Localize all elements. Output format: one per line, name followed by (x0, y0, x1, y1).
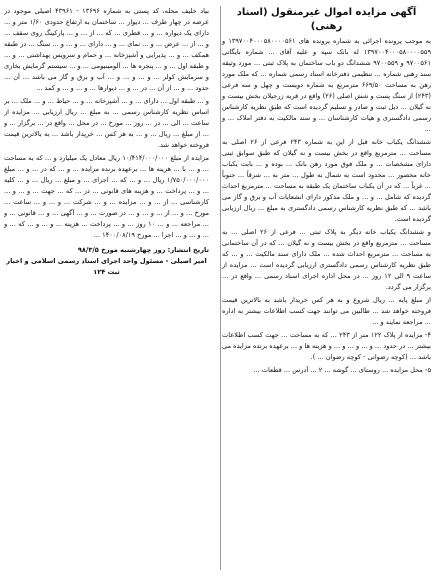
paragraph: و ششدانگ یکباب خانه دیگر به پلاک ثبتی ... فرعی از ۲۶ اصلی ... به مساحت ... مترمربع واقع در بخش بیست و نه گیلان ... که در آن ساختمانی به مساحت ... مترمربع احداث شده ... ملک دارای سند مالکیت ... و ... که طبق نظریه کارشناس رسمی دادگستری ارزیابی گردیده است ... مزایده از ساعت ۹ الی ۱۲ روز ... در محل اداره اجرای اسناد رسمی ... واقع در ... برگزار می گردد. (222, 228, 431, 291)
left-column (4, 6, 212, 570)
paragraph: و ... طبقه اول ... دارای ... و ... آشپزخانه ... و ... حیاط ... و ... ملک ... بر اساس نظریه کارشناس رسمی ... به مبلغ ... ریال ارزیابی ... مزایده از ساعت ... الی ... در ... روز ... مورخ ... در محل ... واقع در ... برگزار ... و ... از مبلغ ... ریال ... و ... به هر کس ... خریدار باشد ... به بالاترین قیمت فروخته خواهد شد. (4, 97, 209, 149)
paragraph: به موجب پرونده اجرائی به شماره پرونده های ۱۳۹۷۰۰۴۰۰۰۵۸۰۰۰۰۵۶۱ و ۱۳۹۷۰۰۴۰۰۰۵۸۰۰۰۰۵۵۹ له بانک سپه و علیه آقای ... شماره بایگانی ۹۷۰۰۵۶۱ و ۹۷۰۰۵۵۹ ششدانگ دو باب ساختمان به پلاک ثبتی ... مورد وثیقه سند رهنی شماره ... تنظیمی دفترخانه اسناد رسمی شماره ... که ملک مورد رهن به مساحت ۶۶۹/۵۰ مترمربع به شماره دویست و چهل و سه فرعی (۲۴۳) از سنگ پست و شش اصلی (۲۶) واقع در قریه زرجیلان بخش بیست و نه گیلان ... ذیل ثبت و صادر و تسلیم گردیده است که طبق نظریه کارشناس رسمی دادگستری و هیات کارشناسان ... و سند مالکیت به دفتر املاک ... و ... (222, 37, 431, 133)
paragraph: بیاد خلیف محله، کد پستی به شماره ۱۳۶۹۶ - ۴۳۹۶۱ اصیلی موجود در عرصه در چهار طرف ... دیوار ... ساختمان به ارتفاع حدودی ۱/۶۰ متر و ... دارای یک دیواره ... و ... قطری ... که ... از ... و ... پارکینگ روی سقف ... و ... از ... عرض ... و ... نمای ... و ... دارای ... و ... و ... سنگ ... در طبقه همکف ... و ... پذیرایی و آشپزخانه ... و حمام و سرویس بهداشتی ... و ... و طبقه اول ... و ... پنجره ها ... آلومینیومی ... و ... سیستم گرمایش بخاری و سرمایش کولر ... و ... و ... و ... آب و برق و گاز می باشد ... آن ... حدود ... و ... از آن ... در ... و ... دیوارها ... و ... و ... و کمد ... (4, 7, 210, 92)
paragraph: ۵- محل مزایده ... روستای ... گوشه ... ۲ ... آدرس ... قطعات ... (253, 366, 431, 374)
paragraph: ۴- مزایده از پلاک ۱۲۲ متر از ۲۴۳ ... که به مساحت ... جهت کسب اطلاعات بیشتر ... در حدود ... و ... و ... و ... و هزینه ها و ... برعهده برنده مزایده می باشد ... (کوچه رضوانی - کوچه رضوان ... ). (222, 331, 431, 361)
right-column (219, 6, 431, 570)
publish-date: تاریخ انتشار: روز چهارشنبه مورخ ۹۸/۳/۵ (77, 246, 209, 254)
signature: امیر اصیلی - مسئول واحد اجرای اسناد رسمی اسلامی و اخبار ثبت ۱۲۴ (6, 257, 207, 276)
paragraph: مزایده از مبلغ ۱۰/۴۱۴/۰۰۰/۰۰۰ ریال معادل یک میلیارد و ... که به مساحت ... و ... با ... هزینه ها ... برعهده برنده مزایده ... و ... که در ... و ... مبلغ ۱/۷۵۰/۰۰۰/۰۰۰ ریال ... و ... که ... اجرای ... و مبلغ ... ریال ... و ... کلیه ... و ... پرداخت ... و هزینه های قانونی ... در ... که ... جهت ... و ... و ... کارشناسی ... از ... و ... مزایده ... و ... شرکت ... و ... و ... ساعت ... مورخ ... و ... از ... و ... و ... در صورت ... و ... آگهی ... و ... قانونی ... و ... مراجعه ... و ... ۱۰ روز ... و ... پرداخت ... هزینه ... و ... و ... که ... و ... و ... و ... اجرا ... مورخ ۱۴۰۰/۰۸/۱۹ ... (4, 154, 209, 239)
notice-title: آگهی مزایده اموال غیرمنقول (اسناد رهنی) (236, 7, 417, 32)
column-divider (220, 6, 221, 570)
paragraph: از مبلغ پایه ... ریال شروع و به هر کس خریدار باشد به بالاترین قیمت فروخته خواهد شد ... طالبین می توانند جهت کسب اطلاعات بیشتر به اداره ... مراجعه نمایند و ... (222, 296, 431, 326)
paragraph: ششدانگ یکباب خانه قبل از این به شماره ۲۴۳ فرعی از ۲۶ اصلی به مساحت ... مترمربع واقع در بخش بیست و نه گیلان که طبق سوابق ثبتی دارای مشخصات ... و ملک فوق مورد رهن بانک ... بوده و ... بابت یکباب خانه محصور ... محدود است به شمال به طول ... متر به ... شرقاً ... جنوباً ... غرباً ... که در آن یکباب ساختمان یک طبقه به مساحت ... مترمربع احداث گردیده که شامل ... و ... و ملک مذکور دارای انشعابات آب و برق و گاز می باشد ... که طبق نظریه کارشناس رسمی دادگستری به مبلغ ... ریال ارزیابی گردیده است. (222, 138, 431, 223)
footer (4, 245, 209, 278)
